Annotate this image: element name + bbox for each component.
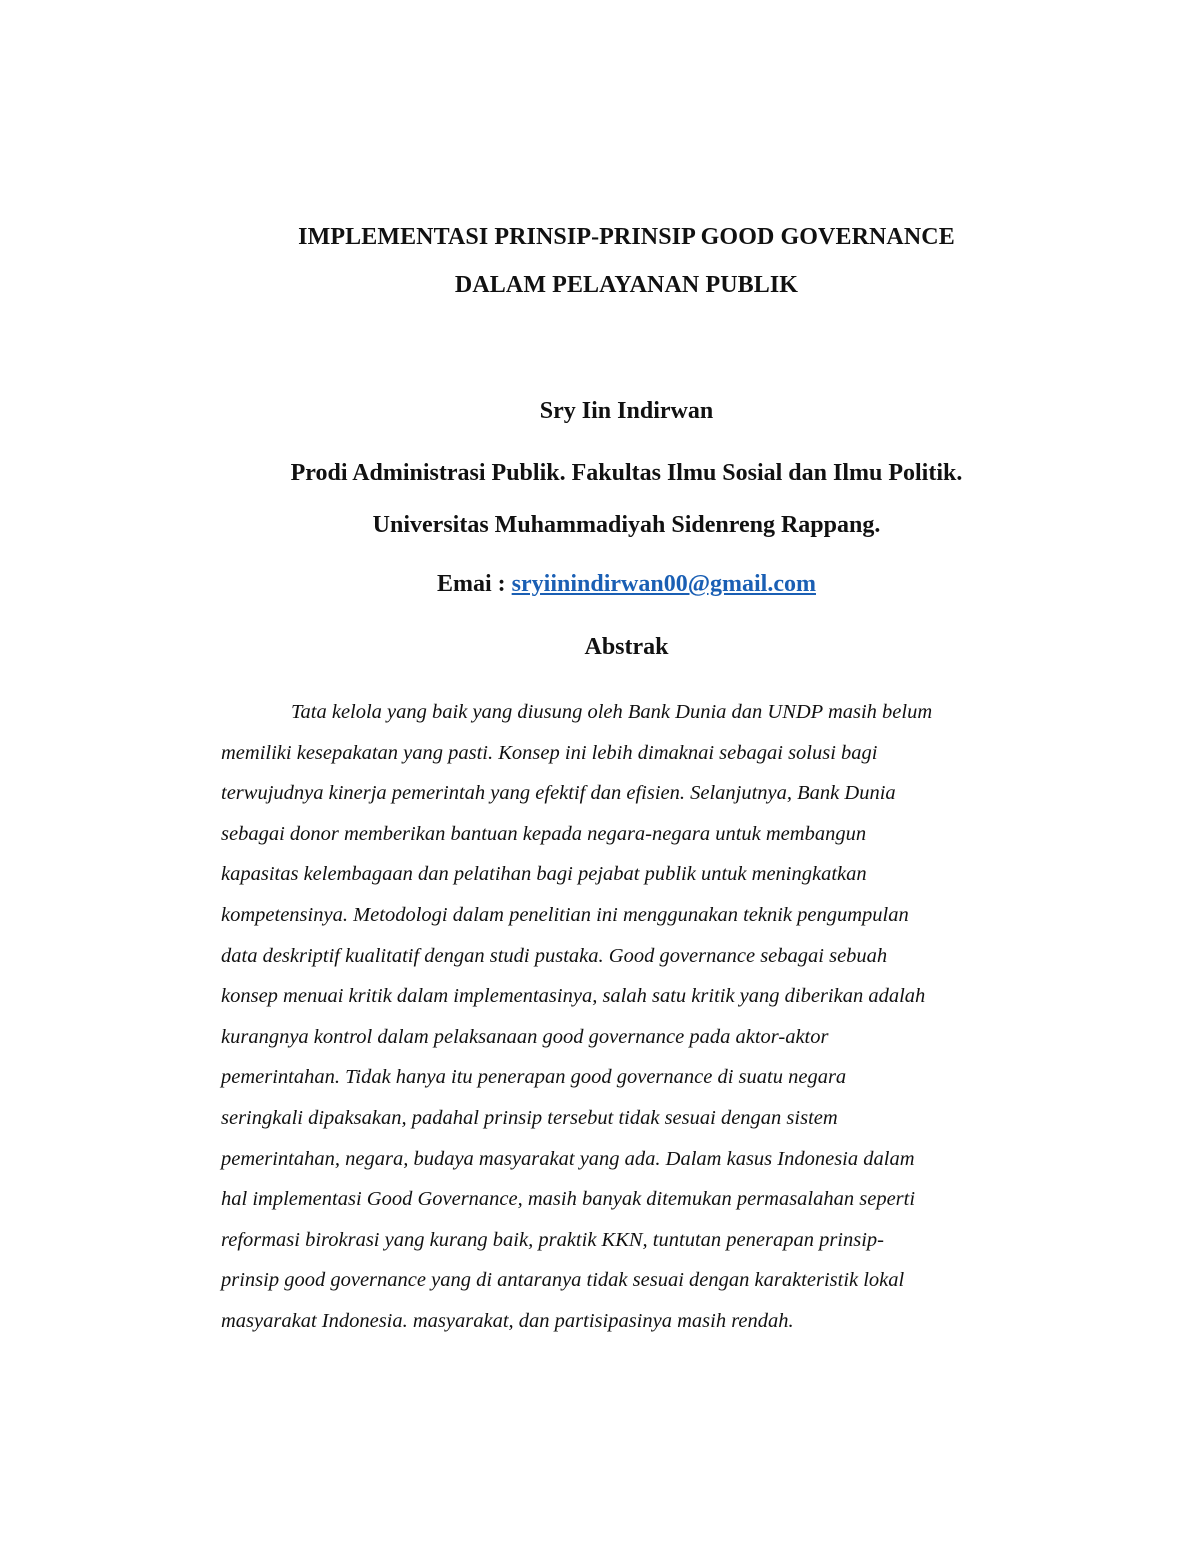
author-name: Sry Iin Indirwan [539, 398, 714, 424]
email-label: Emai : [436, 571, 512, 597]
paper-title-line-1: IMPLEMENTASI PRINSIP-PRINSIP GOOD GOVERNANCE [298, 224, 955, 250]
abstract-line: konsep menuai kritik dalam implementasinya, salah satu kritik yang diberikan adalah [221, 985, 926, 1008]
abstract-line: terwujudnya kinerja pemerintah yang efektif dan efisien. Selanjutnya, Bank Dunia [221, 782, 896, 805]
abstract-line: kurangnya kontrol dalam pelaksanaan good governance pada aktor-aktor [221, 1025, 829, 1048]
abstract-line: sebagai donor memberikan bantuan kepada negara-negara untuk membangun [221, 822, 867, 845]
abstract-line: kapasitas kelembagaan dan pelatihan bagi pejabat publik untuk meningkatkan [221, 863, 867, 886]
abstract-line: kompetensinya. Metodologi dalam penelitian ini menggunakan teknik pengumpulan [221, 903, 909, 926]
abstract-line: seringkali dipaksakan, padahal prinsip tersebut tidak sesuai dengan sistem [221, 1106, 838, 1129]
abstract-line: data deskriptif kualitatif dengan studi pustaka. Good governance sebagai sebuah [221, 944, 888, 967]
paper-title-line-2: DALAM PELAYANAN PUBLIK [454, 272, 799, 298]
abstract-heading: Abstrak [584, 634, 669, 660]
abstract-line: masyarakat Indonesia. masyarakat, dan partisipasinya masih rendah. [221, 1309, 794, 1332]
abstract-body [221, 692, 1043, 1342]
affiliation-line-2: Universitas Muhammadiyah Sidenreng Rappang. [372, 512, 881, 538]
abstract-line: memiliki kesepakatan yang pasti. Konsep ini lebih dimaknai sebagai solusi bagi [221, 741, 878, 764]
affiliation-line-1: Prodi Administrasi Publik. Fakultas Ilmu Sosial dan Ilmu Politik. [290, 460, 963, 486]
abstract-line: reformasi birokrasi yang kurang baik, praktik KKN, tuntutan penerapan prinsip- [221, 1228, 884, 1251]
abstract-line: prinsip good governance yang di antaranya tidak sesuai dengan karakteristik lokal [221, 1269, 905, 1292]
email-link[interactable]: sryiinindirwan00@gmail.com [511, 571, 816, 597]
abstract-line: Tata kelola yang baik yang diusung oleh Bank Dunia dan UNDP masih belum [291, 701, 933, 723]
abstract-line: pemerintahan, negara, budaya masyarakat yang ada. Dalam kasus Indonesia dalam [221, 1147, 915, 1170]
abstract-line: pemerintahan. Tidak hanya itu penerapan good governance di suatu negara [221, 1066, 847, 1089]
email-line [0, 571, 1200, 598]
abstract-line: hal implementasi Good Governance, masih banyak ditemukan permasalahan seperti [221, 1188, 916, 1211]
